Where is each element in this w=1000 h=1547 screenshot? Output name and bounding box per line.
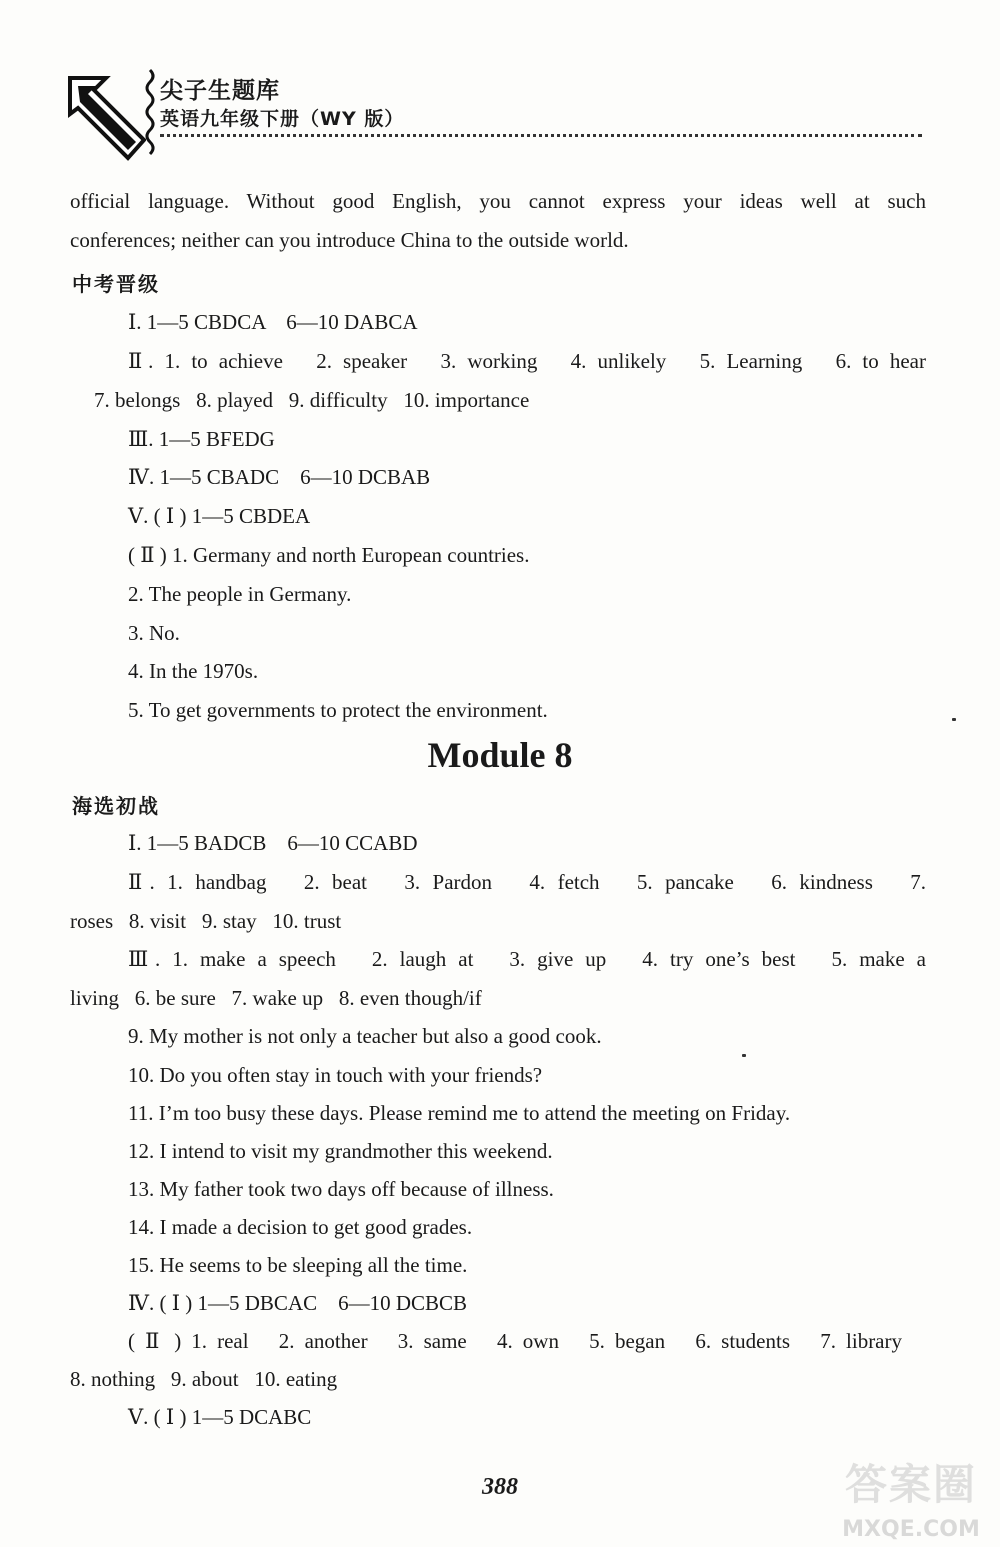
- answer-line: 8. nothing 9. about 10. eating: [70, 1367, 338, 1391]
- answer-line: Ⅱ. 1. to achieve 2. speaker 3. working 4. unlikely 5. Learning 6. to hear: [128, 349, 926, 373]
- answer-line: 7. belongs 8. played 9. difficulty 10. importance: [94, 388, 530, 412]
- answer-line: Ⅴ. ( Ⅰ ) 1—5 CBDEA: [128, 504, 311, 528]
- page-header: [0, 0, 1000, 180]
- answer-line: Ⅴ. ( Ⅰ ) 1—5 DCABC: [128, 1405, 312, 1429]
- answer-line: 10. Do you often stay in touch with your friends?: [128, 1063, 543, 1087]
- answer-line: Ⅱ. 1. handbag 2. beat 3. Pardon 4. fetch 5. pancake 6. kindness 7.: [128, 870, 926, 894]
- page-number: 388: [482, 1474, 518, 1500]
- book-subtitle: 英语九年级下册（WY 版）: [160, 108, 405, 130]
- answer-line: 5. To get governments to protect the environment.: [128, 698, 548, 722]
- answer-line: 13. My father took two days off because of illness.: [128, 1177, 554, 1201]
- answer-line: 15. He seems to be sleeping all the time.: [128, 1253, 468, 1277]
- answer-line: 14. I made a decision to get good grades.: [128, 1215, 473, 1239]
- watermark-logo: [826, 1452, 996, 1544]
- answer-line: 2. The people in Germany.: [128, 582, 352, 606]
- answer-line: Ⅳ. ( Ⅰ ) 1—5 DBCAC 6—10 DCBCB: [128, 1291, 468, 1315]
- answer-line: Ⅰ. 1—5 CBDCA 6—10 DABCA: [128, 310, 418, 334]
- answer-line: Ⅲ. 1. make a speech 2. laugh at 3. give up 4. try one’s best 5. make a: [128, 947, 926, 971]
- answer-line: Ⅲ. 1—5 BFEDG: [128, 427, 275, 451]
- arrow-logo-icon: [66, 74, 146, 166]
- answer-line: ( Ⅱ ) 1. real 2. another 3. same 4. own 5. began 6. students 7. library: [128, 1329, 902, 1353]
- watermark-url-text: MXQE.COM: [842, 1517, 980, 1542]
- answer-line: roses 8. visit 9. stay 10. trust: [70, 909, 342, 933]
- answer-line: 9. My mother is not only a teacher but also a good cook.: [128, 1024, 602, 1048]
- watermark-top-text: 答案圈: [844, 1460, 977, 1509]
- intro-line-1: official language. Without good English, you cannot express your ideas well at such: [70, 189, 926, 213]
- answer-line: Ⅰ. 1—5 BADCB 6—10 CCABD: [128, 831, 418, 855]
- answer-line: living 6. be sure 7. wake up 8. even though/if: [70, 986, 482, 1010]
- header-divider: [160, 134, 922, 137]
- scan-speck: [952, 718, 956, 721]
- section-title-zhongkao: 中考晋级: [72, 272, 160, 296]
- module-title: Module 8: [427, 735, 573, 775]
- answer-line: Ⅳ. 1—5 CBADC 6—10 DCBAB: [128, 465, 431, 489]
- book-series-title: 尖子生题库: [160, 78, 280, 104]
- answer-line: 11. I’m too busy these days. Please remind me to attend the meeting on Friday.: [128, 1101, 791, 1125]
- decorative-squiggle-icon: [143, 68, 157, 164]
- answer-line: ( Ⅱ ) 1. Germany and north European countries.: [128, 543, 530, 567]
- scan-speck: [742, 1054, 746, 1057]
- answer-line: 3. No.: [128, 621, 180, 645]
- section-title-haixuan: 海选初战: [72, 794, 160, 818]
- answer-line: 12. I intend to visit my grandmother this weekend.: [128, 1139, 553, 1163]
- intro-line-2: conferences; neither can you introduce China to the outside world.: [70, 228, 629, 252]
- answer-line: 4. In the 1970s.: [128, 659, 259, 683]
